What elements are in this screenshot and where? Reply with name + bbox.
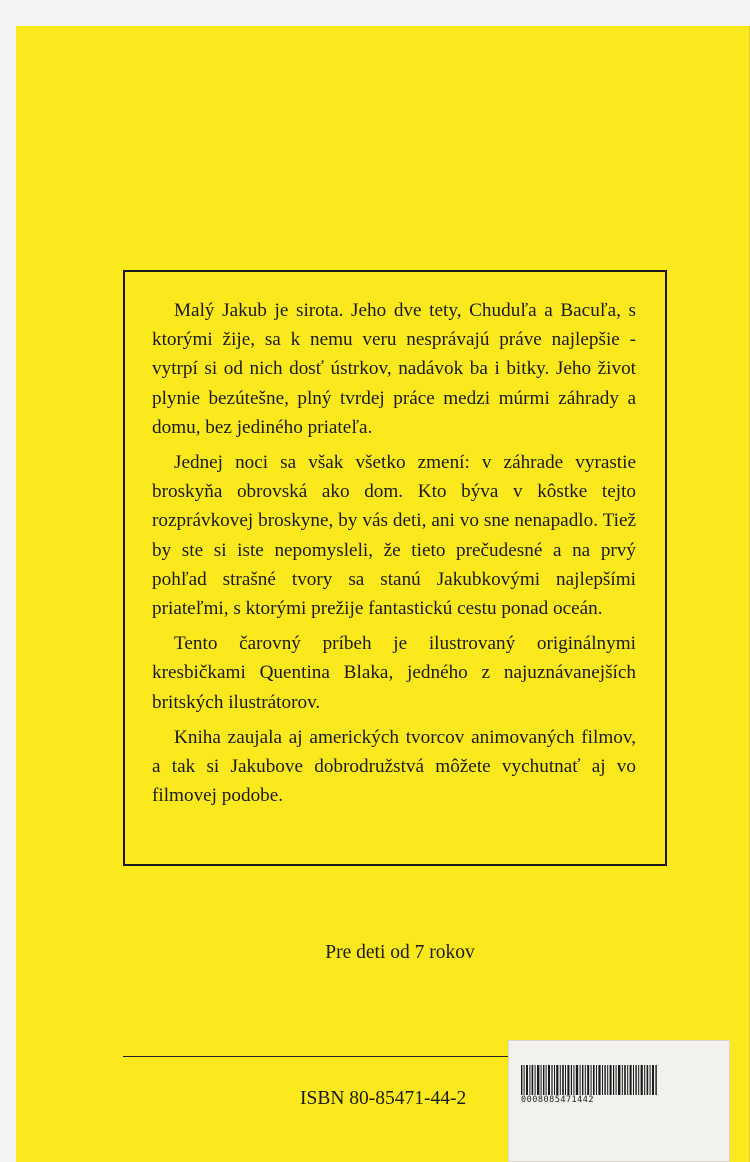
divider-line <box>123 1056 509 1057</box>
age-recommendation: Pre deti od 7 rokov <box>325 942 475 963</box>
barcode-sticker <box>508 1040 730 1162</box>
blurb-frame <box>123 270 667 866</box>
blurb-paragraph: Jednej noci sa však všetko zmení: v záhrade vyrastie broskyňa obrovská ako dom. Kto býva v kôstke tejto rozprávkovej broskyne, by vás deti, ani vo sne nenapadlo. Tiež by ste si iste nepomysleli, že tieto prečudesné a na prvý pohľad strašné tvory sa stanú Jakubkovými najlepšími priateľmi, s ktorými prežije fantastickú cestu ponad oceán. <box>152 452 636 620</box>
blurb-paragraph: Kniha zaujala aj amerických tvorcov animovaných filmov, a tak si Jakubove dobrodružstvá môžete vychutnať aj vo filmovej podobe. <box>152 726 636 807</box>
isbn-label: ISBN 80-85471-44-2 <box>300 1088 467 1109</box>
barcode-number: 0008085471442 <box>521 1095 595 1105</box>
blurb-text <box>152 296 636 816</box>
blurb-paragraph: Malý Jakub je sirota. Jeho dve tety, Chuduľa a Bacuľa, s ktorými žije, sa k nemu veru nesprávajú práve najlepšie - vytrpí si od nich dosť ústrkov, nadávok ba i bitky. Jeho život plynie bezútešne, plný tvrdej práce medzi múrmi záhrady a domu, bez jediného priateľa. <box>152 300 636 438</box>
blurb-paragraph: Tento čarovný príbeh je ilustrovaný originálnymi kresbičkami Quentina Blaka, jedného z najuznávanejších britských ilustrátorov. <box>152 633 636 713</box>
barcode-icon <box>521 1065 657 1095</box>
